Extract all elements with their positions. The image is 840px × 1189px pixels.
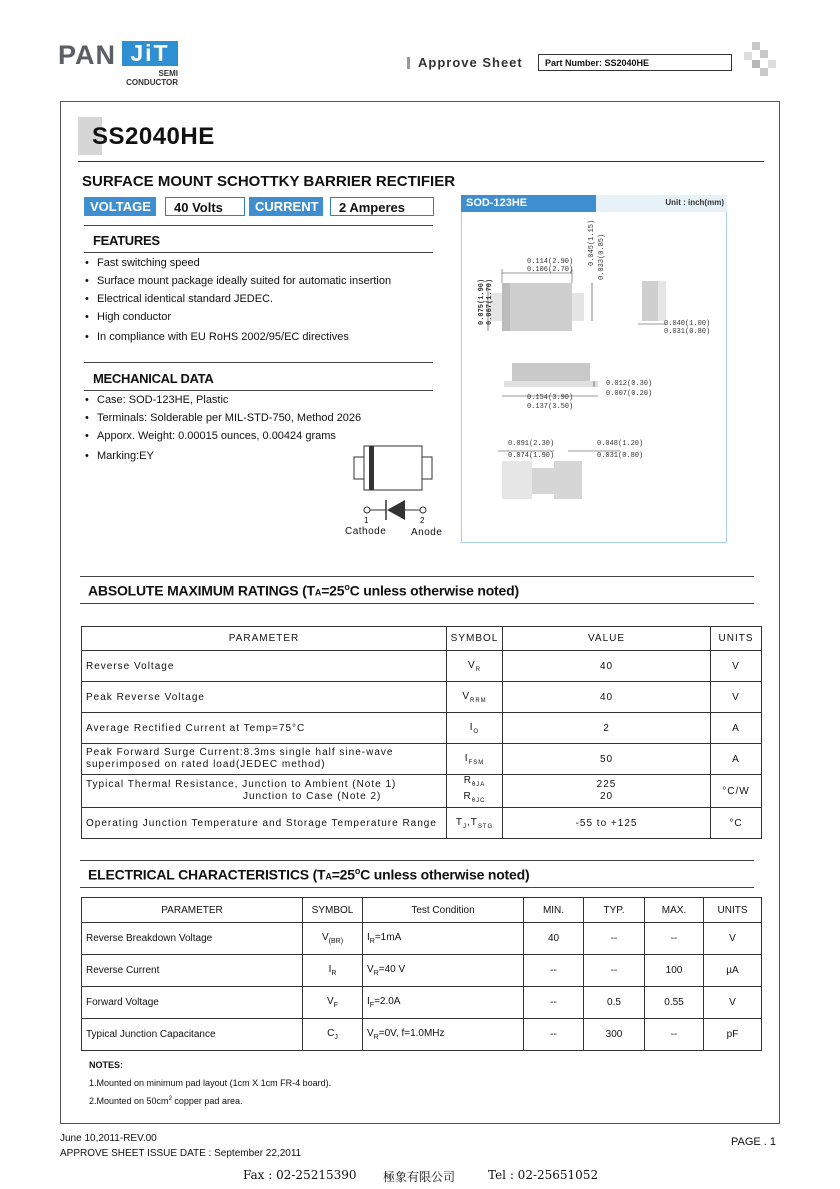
dim-3b: 0.067(1.70) — [486, 278, 494, 325]
feature-item: • In compliance with EU RoHS 2002/95/EC directives — [85, 331, 349, 343]
mechanical-item: • Apporx. Weight: 0.00015 ounces, 0.00424 grams — [85, 430, 336, 442]
footer-company: 極象有限公司 — [383, 1170, 456, 1184]
approve-sheet-label: Approve Sheet — [418, 55, 523, 70]
table-row: Peak Reverse Voltage $V_{RRM}$ 40 V — [82, 682, 762, 713]
note-1: 1.Mounted on minimum pad layout (1cm X 1cm FR-4 board). — [89, 1078, 332, 1088]
dim-8a: 0.048(1.20) — [597, 440, 644, 448]
marking-diagram — [350, 440, 445, 540]
table-row: Reverse Voltage $V_R$ 40 V — [82, 651, 762, 682]
mechanical-item: • Marking:EY — [85, 450, 154, 462]
dim-7b: 0.074(1.90) — [508, 452, 555, 460]
table-header-row — [82, 627, 762, 651]
dim-1b: 0.106(2.70) — [527, 266, 574, 274]
pin1-label: 1 — [364, 516, 369, 525]
dim-6a: 0.154(3.90) — [527, 394, 574, 402]
pin2-label: 2 — [420, 516, 425, 525]
table-row: Typical Junction Capacitance $C_J$ $V_R=0V$, f=1.0MHz -- 300 -- pF — [82, 1019, 762, 1051]
mech-top-line — [84, 362, 433, 363]
mechanical-text: Apporx. Weight: 0.00015 ounces, 0.00424 grams — [97, 430, 336, 442]
mechanical-text: Marking:EY — [97, 450, 154, 462]
page-title: SS2040HE — [92, 123, 215, 150]
logo-conductor-text: CONDUCTOR — [126, 78, 178, 87]
column-header: TYP. — [584, 898, 645, 923]
notes-heading: NOTES: — [89, 1060, 124, 1070]
current-value: 2 Amperes — [330, 197, 434, 216]
features-heading: FEATURES — [93, 233, 160, 248]
feature-text: Electrical identical standard JEDEC. — [97, 293, 274, 305]
dim-6b: 0.137(3.50) — [527, 403, 574, 411]
approve-divider — [407, 57, 410, 69]
dim-5a: 0.012(0.30) — [606, 380, 653, 388]
feature-text: High conductor — [97, 311, 171, 323]
dim-7a: 0.091(2.30) — [508, 440, 555, 448]
logo-jit-text: JiT — [122, 41, 178, 66]
dim-4a: 0.040(1.00) — [664, 320, 711, 328]
dim-4b: 0.031(0.80) — [664, 328, 711, 336]
package-name: SOD-123HE — [461, 195, 596, 212]
logo-semi-text: SEMI — [158, 69, 178, 78]
column-header: PARAMETER — [82, 898, 303, 923]
feature-item: • Fast switching speed — [85, 257, 200, 269]
dim-8b: 0.031(0.80) — [597, 452, 644, 460]
absmax-top-line — [80, 576, 754, 577]
feature-item: • Electrical identical standard JEDEC. — [85, 293, 274, 305]
footer-date: June 10,2011-REV.00 — [60, 1133, 157, 1144]
mech-bottom-line — [84, 390, 433, 391]
elec-table — [81, 897, 762, 1051]
mechanical-text: Case: SOD-123HE, Plastic — [97, 394, 229, 406]
table-row: Forward Voltage $V_F$ $I_F=2.0A$ -- 0.5 0.55 V — [82, 987, 762, 1019]
table-row: Average Rectified Current at Temp=75°C $I_O$ 2 A — [82, 713, 762, 744]
mechanical-item: • Terminals: Solderable per MIL-STD-750, Method 2026 — [85, 412, 362, 424]
mechanical-item: • Case: SOD-123HE, Plastic — [85, 394, 229, 406]
logo-pan-text: PAN — [58, 40, 117, 70]
elec-bottom-line — [80, 887, 754, 888]
table-row: Peak Forward Surge Current:8.3ms single half sine-wave superimposed on rated load(JEDEC method) $I_{FSM}$ 50 A — [82, 744, 762, 775]
mechanical-heading: MECHANICAL DATA — [93, 371, 214, 386]
title-divider — [78, 161, 764, 162]
column-header: SYMBOL — [303, 898, 363, 923]
feature-item: • Surface mount package ideally suited for automatic insertion — [85, 275, 392, 287]
column-header: SYMBOL — [447, 627, 503, 651]
elec-heading: ELECTRICAL CHARACTERISTICS ($TA=25^oC$ unless otherwise noted) — [88, 866, 530, 883]
footer-page: PAGE . 1 — [731, 1136, 777, 1148]
mechanical-text: Terminals: Solderable per MIL-STD-750, Method 2026 — [97, 412, 362, 424]
footer-tel: Tel : 02-25651052 — [488, 1168, 599, 1182]
current-label: CURRENT — [249, 197, 323, 216]
dim-2a: 0.045(1.15) — [588, 219, 596, 266]
features-top-line — [84, 225, 433, 226]
voltage-value: 40 Volts — [165, 197, 245, 216]
dim-2b: 0.033(0.85) — [598, 233, 606, 280]
footer-fax: Fax : 02-25215390 — [243, 1168, 357, 1182]
voltage-label: VOLTAGE — [84, 197, 156, 216]
column-header: UNITS — [711, 627, 762, 651]
table-row: Reverse Current $I_R$ $V_R=40$ V -- -- 100 µA — [82, 955, 762, 987]
table-row: Reverse Breakdown Voltage $V_{(BR)}$ $I_R=1mA$ 40 -- -- V — [82, 923, 762, 955]
column-header: MAX. — [645, 898, 704, 923]
footer-issue-date: APPROVE SHEET ISSUE DATE : September 22,2011 — [60, 1148, 302, 1159]
table-row: Typical Thermal Resistance, Junction to Ambient (Note 1) Junction to Case (Note 2) $R_{\theta JA}$ $R_{\theta JC}$ 225 20 °C/W — [82, 775, 762, 808]
logo-semiconductor — [120, 69, 178, 87]
absmax-heading: ABSOLUTE MAXIMUM RATINGS ($TA=25^oC$ unless otherwise noted) — [88, 582, 519, 599]
absmax-table — [81, 626, 762, 839]
cathode-label: Cathode — [345, 526, 387, 537]
feature-text: In compliance with EU RoHS 2002/95/EC directives — [97, 331, 349, 343]
dim-3a: 0.075(1.90) — [478, 278, 486, 325]
decor-squares — [740, 42, 780, 82]
product-subtitle: SURFACE MOUNT SCHOTTKY BARRIER RECTIFIER — [82, 173, 456, 190]
part-number-box: Part Number: SS2040HE — [538, 54, 732, 71]
features-bottom-line — [84, 252, 433, 253]
package-unit: Unit : inch(mm) — [665, 198, 724, 207]
column-header: MIN. — [524, 898, 584, 923]
anode-label: Anode — [411, 527, 443, 538]
column-header: PARAMETER — [82, 627, 447, 651]
column-header: Test Condition — [363, 898, 524, 923]
feature-item: • High conductor — [85, 311, 171, 323]
dim-5b: 0.007(0.20) — [606, 390, 653, 398]
table-header-row — [82, 898, 762, 923]
column-header: VALUE — [503, 627, 711, 651]
feature-text: Surface mount package ideally suited for automatic insertion — [97, 275, 392, 287]
note-2: 2.Mounted on $50cm^2$ copper pad area. — [89, 1096, 243, 1106]
dim-1a: 0.114(2.90) — [527, 258, 574, 266]
column-header: UNITS — [704, 898, 762, 923]
table-row: Operating Junction Temperature and Storage Temperature Range $T_J,T_{STG}$ -55 to +125 °C — [82, 808, 762, 839]
elec-top-line — [80, 860, 754, 861]
absmax-bottom-line — [80, 603, 754, 604]
feature-text: Fast switching speed — [97, 257, 200, 269]
